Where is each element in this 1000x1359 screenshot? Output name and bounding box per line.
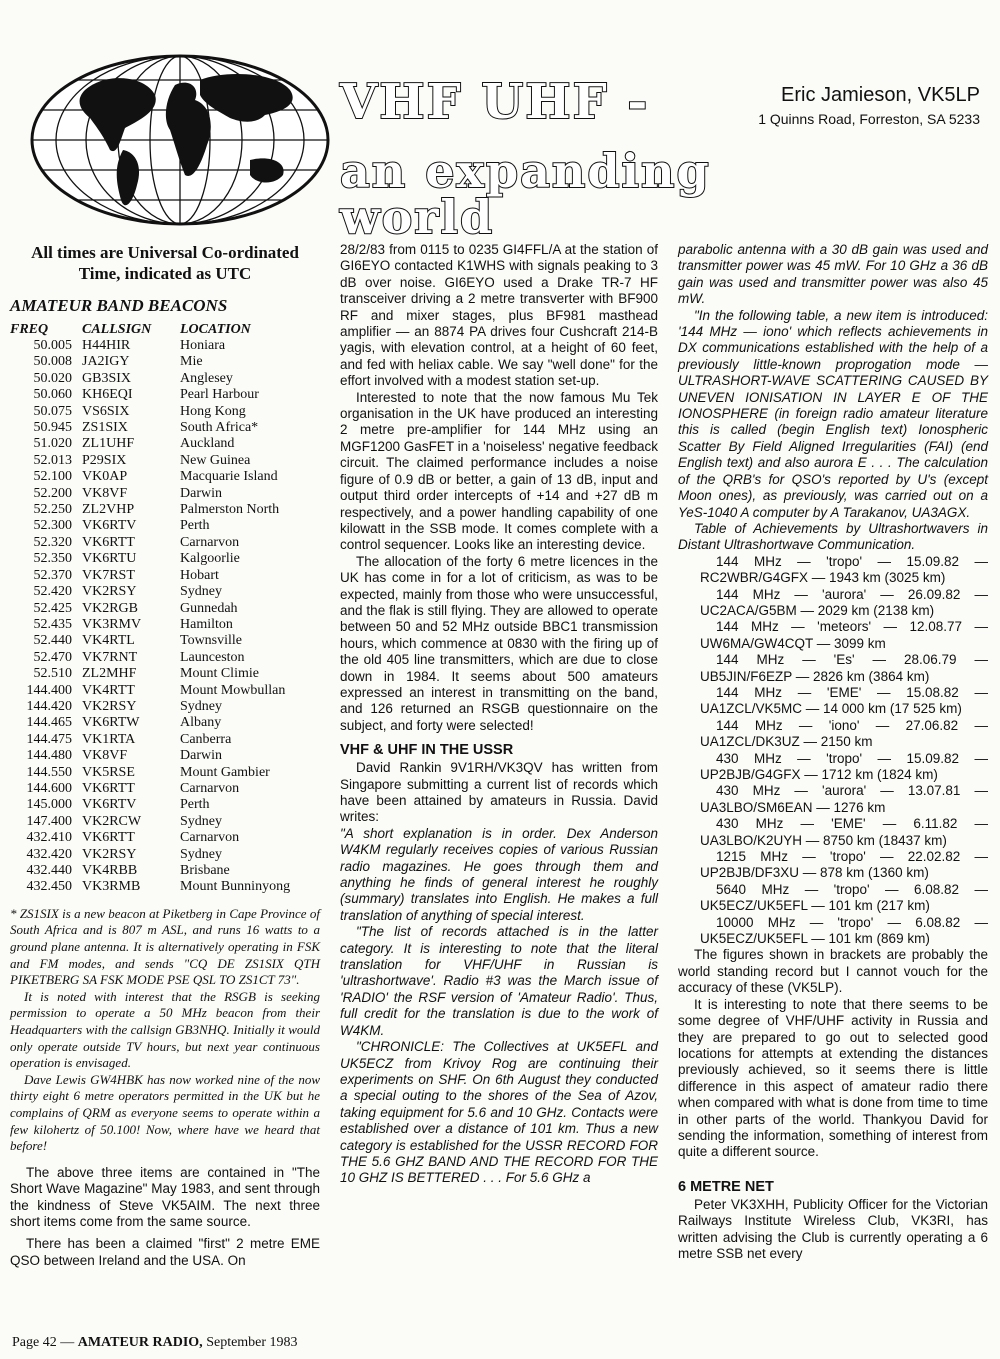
beacon-callsign: H44HIR [82,338,131,353]
beacon-callsign: ZL2VHP [82,502,135,518]
beacon-location: Sydney [180,813,222,829]
body-paragraph: David Rankin 9V1RH/VK3QV has written from Singapore submitting a current list of records which have been attained by amateurs in Russia. David writes: [340,760,658,825]
beacon-row [10,797,290,813]
page-footer [12,1335,298,1351]
beacon-freq: 145.000 [26,797,72,813]
beacon-row [10,633,290,649]
beacon-freq: 52.200 [33,485,72,501]
beacon-callsign: VK6RTV [82,797,137,813]
page-number: Page 42 — [12,1335,75,1350]
achievement-item: 430 MHz — 'aurora' — 13.07.81 — UA3LBO/SM6EAN — 1276 km [700,783,988,815]
body-paragraph: There has been a claimed "first" 2 metre EME QSO between Ireland and the USA. On [10,1236,320,1268]
beacon-location: Macquarie Island [180,469,278,485]
beacon-freq: 52.440 [33,633,72,649]
beacon-freq: 52.300 [33,518,72,534]
column-2 [340,242,658,1187]
beacon-location: Hong Kong [180,403,246,419]
note-paragraph: Dave Lewis GW4HBK has now worked nine of the now thirty eight 6 metre operators permitted in the UK but he complains of QRM as everyone seems to operate within a few kilohertz of 50.100! Now, where have we heard that before! [10,1071,320,1154]
beacon-location: New Guinea [180,452,251,468]
author-name: Eric Jamieson, VK5LP [781,84,980,106]
beacon-row [10,518,290,534]
beacon-freq: 52.425 [33,600,72,616]
beacon-row [10,436,290,452]
beacon-location: Sydney [180,698,222,714]
beacon-row [10,404,290,420]
title-line-1: VHF UHF - [340,74,650,130]
achievement-item: 144 MHz — 'meteors' — 12.08.77 — UW6MA/GW4CQT — 3099 km [700,619,988,651]
beacon-row [10,453,290,469]
beacon-callsign: VK1RTA [82,731,136,747]
quote-paragraph: "In the following table, a new item is introduced: '144 MHz — iono' which reflects achievements in DX communications established with the help of a previously little-known proprogation mode — ULTRASHORT-WAVE SCATTERING CAUSED BY UNEVEN IONISATION IN LAYER E OF THE IONOSPHERE (in foreign radio amateur literature this is called (begin English text) Ionospheric Scatter By Field Aligned Irregularities (FAI) (end English text) and also aurora E . . . The calculation of the QRB's for QSO's reported by U's (except Moon ones), as previously, was carried out on a YeS-1040 A computer by A Tarakanov, UA3AGX. [678,307,988,520]
col1-body [10,1165,320,1269]
beacon-callsign: ZS1SIX [82,420,128,436]
beacon-location: Hamilton [180,616,233,632]
beacon-row [10,765,290,781]
beacon-freq: 144.600 [26,780,72,796]
achievement-item: 1215 MHz — 'tropo' — 22.02.82 — UP2BJB/DF3XU — 878 km (1360 km) [700,849,988,881]
beacon-row [10,650,290,666]
beacon-row [10,617,290,633]
beacon-freq: 50.005 [33,338,72,353]
quote-paragraph: parabolic antenna with a 30 dB gain was used and transmitter power was 45 mW. For 10 GHz a 36 dB gain was used and transmitter power was also 45 mW. [678,242,988,307]
beacon-location: Sydney [180,846,222,862]
achievement-item: 10000 MHz — 'tropo' — 6.08.82 — UK5ECZ/UK5EFL — 101 km (869 km) [700,914,988,947]
beacon-callsign: VK2RCW [82,813,142,829]
body-paragraph: The allocation of the forty 6 metre licences in the UK has come in for a lot of criticism, as was to be expected, mainly from those who were unsuccessful, and the flak is still flying. They are allowed to operate between 50 and 52 MHz outside BBC1 transmission hours, which commence at 0830 with the firing up of the old 405 line transmitters, which are due to close down in 1984. It seems about 500 amateurs expressed an interest in transmitting on the band, and 126 returned an RSGB questionnaire on the subject, and forty were selected! [340,553,658,733]
globe-logo [25,50,335,230]
beacon-location: Carnarvon [180,830,240,846]
quote-paragraph: "CHRONICLE: The Collectives at UK5EFL and UK5ECZ from Krivoy Rog are continuing their experiments on SHF. On 6th August they conducted a special outing to the shores of the Sea of Azov, taking equipment for 5.6 and 10 GHz. Contacts were established over a distance of 101 km. Thus a new category is established for the USSR RECORD FOR THE 5.6 GHZ BAND AND THE RECORD FOR THE 10 GHZ IS BETTERED . . . For 5.6 GHz a [340,1039,658,1186]
beacon-location: Darwin [180,748,222,764]
beacon-location: Mie [180,354,203,370]
beacon-freq: 432.410 [26,830,72,846]
beacon-freq: 52.250 [33,502,72,518]
beacon-freq: 50.008 [33,354,72,370]
beacon-callsign: P29SIX [82,452,127,468]
beacon-row [10,814,290,830]
beacon-row [10,666,290,682]
beacon-row [10,502,290,518]
beacon-location: Mount Mowbullan [180,682,286,698]
beacon-callsign: VK3RMB [82,879,141,895]
beacon-row [10,551,290,567]
title-line-2: an expanding world [340,144,711,244]
beacon-location: Perth [180,797,210,813]
achievement-item: 144 MHz — 'aurora' — 26.09.82 — UC2ACA/G5BM — 2029 km (2138 km) [700,586,988,618]
beacon-row [10,486,290,502]
beacon-callsign: VK8VF [82,485,128,501]
achievement-item: 430 MHz — 'tropo' — 15.09.82 — UP2BJB/G4GFX — 1712 km (1824 km) [700,750,988,782]
achievements-list [678,554,988,948]
author-block [758,84,980,127]
beacon-freq: 144.480 [26,748,72,764]
beacon-freq: 144.420 [26,698,72,714]
beacon-location: Gunnedah [180,600,238,616]
beacon-row [10,371,290,387]
quote-paragraph: "The list of records attached is in the latter category. It is interesting to note that the literal translation for VHF/UHF in Russian is 'ultrashortwave'. Radio #3 was the March issue of 'RADIO' the RSF version of 'Amateur Radio'. Thus, full credit for the translation is due to the work of W4KM. [340,924,658,1038]
beacon-callsign: VK2RSY [82,584,137,600]
achievement-item: 430 MHz — 'EME' — 6.11.82 — UA3LBO/K2UYH — 8750 km (18437 km) [700,816,988,848]
beacon-callsign: VK8VF [82,748,128,764]
beacon-row [10,732,290,748]
beacon-location: Albany [180,715,222,731]
beacon-callsign: VK2RSY [82,698,137,714]
beacon-callsign: VK6RTT [82,780,135,796]
beacon-callsign: VK4RTT [82,682,135,698]
beacon-freq: 52.013 [33,452,72,468]
beacon-callsign: VK6RTU [82,551,137,567]
beacon-callsign: VK6RTT [82,534,135,550]
beacon-row [10,781,290,797]
beacon-freq: 144.550 [26,764,72,780]
beacon-freq: 50.060 [33,387,72,403]
table-title: Table of Achievements by Ultrashortwavers in Distant Ultrashortwave Communication. [678,520,988,553]
beacon-freq: 52.470 [33,649,72,665]
beacon-freq: 147.400 [26,813,72,829]
beacon-callsign: VK4RTL [82,633,135,649]
beacon-freq: 144.400 [26,682,72,698]
beacon-callsign: VS6SIX [82,403,130,419]
location-header: LOCATION [180,322,251,337]
beacon-callsign: VK2RGB [82,600,139,616]
beacons-table [10,322,290,896]
beacon-row [10,699,290,715]
beacon-row [10,387,290,403]
beacon-location: Carnarvon [180,780,240,796]
beacon-freq: 52.350 [33,551,72,567]
beacon-location: Townsville [180,633,243,649]
beacon-callsign: VK5RSE [82,764,135,780]
beacon-row [10,584,290,600]
beacons-body [10,338,290,896]
beacon-location: Hobart [180,567,219,583]
beacon-row [10,830,290,846]
beacon-callsign: VK3RMV [82,616,142,632]
body-paragraph: 28/2/83 from 0115 to 0235 GI4FFL/A at the station of GI6EYO contacted K1WHS with signals peaking to 3 dB over noise. GI6EYO used a Drake TR-7 HF transceiver driving a 2 metre transverter with BF900 RF and mixer stages, plus BF981 masthead amplifier — an 8874 PA drives four Cushcraft 214-B yagis, with elevation control, at a height of 60 feet, and fed with heliax cable. We say "well done" for the effort involved with a modest station set-up. [340,242,658,389]
beacon-location: Mount Climie [180,666,259,682]
beacon-callsign: VK7RNT [82,649,138,665]
quote-paragraph: "A short explanation is in order. Dex Anderson W4KM regularly receives copies of various Russian radio magazines. He goes through them and anything he finds of general interest he roughly (summary) translates into English. He makes a full translation of anything of special interest. [340,825,658,923]
beacons-heading: AMATEUR BAND BEACONS [10,296,228,315]
beacon-location: Palmerston North [180,502,280,518]
beacon-freq: 52.420 [33,584,72,600]
beacon-callsign: JA2IGY [82,354,130,370]
body-paragraph: The figures shown in brackets are probably the world standing record but I cannot vouch for the accuracy of these (VK5LP). [678,947,988,996]
beacon-row [10,354,290,370]
achievement-item: 144 MHz — 'iono' — 27.06.82 — UA1ZCL/DK3UZ — 2150 km [700,717,988,750]
beacon-row [10,879,290,895]
utc-heading: All times are Universal Co-ordinated Time, indicated as UTC [31,243,299,283]
beacon-location: Brisbane [180,863,230,878]
beacon-location: Darwin [180,485,222,501]
beacon-row [10,715,290,731]
beacon-location: Auckland [180,436,235,452]
beacon-callsign: VK4RBB [82,863,138,878]
body-paragraph: Interested to note that the now famous Mu Tek organisation in the UK have produced an interesting 2 metre pre-amplifier for 144 MHz using an MGF1200 GasFET in a 'noiseless' negative feedback circuit. The claimed performance includes a noise figure of 0.9 dB or better, a gain of 13 dB, input and output third order intercepts of +14 and +27 dB m respectively, and a power handling capability of one kilowatt in the SSB mode. It comes complete with a control sequencer. Looks like an interesting device. [340,389,658,553]
beacon-callsign: ZL1UHF [82,436,135,452]
beacon-freq: 50.945 [33,420,72,436]
beacon-freq: 50.075 [33,403,72,419]
ussr-heading: VHF & UHF IN THE USSR [340,742,514,759]
issue-date: September 1983 [206,1335,298,1350]
beacon-row [10,847,290,863]
beacon-callsign: ZL2MHF [82,666,137,682]
net-heading: 6 METRE NET [678,1178,774,1195]
beacon-callsign: VK7RST [82,567,135,583]
beacon-row [10,338,290,354]
beacon-location: Sydney [180,584,222,600]
beacon-location: Perth [180,518,210,534]
beacon-location: Mount Bunninyong [180,879,291,895]
beacon-callsign: KH6EQI [82,387,133,403]
beacon-location: Kalgoorlie [180,551,240,567]
beacon-freq: 432.450 [26,879,72,895]
beacon-callsign: VK6RTW [82,715,140,731]
beacon-freq: 52.100 [33,469,72,485]
callsign-header: CALLSIGN [82,322,152,337]
beacon-location: South Africa* [180,420,259,436]
beacon-freq: 432.440 [26,863,72,878]
beacon-location: Carnarvon [180,534,240,550]
beacon-notes [10,906,320,1155]
beacon-location: Mount Gambier [180,764,270,780]
beacon-callsign: VK6RTV [82,518,137,534]
freq-header: FREQ [10,322,49,337]
beacon-row [10,748,290,764]
beacon-callsign: VK2RSY [82,846,137,862]
beacon-row [10,683,290,699]
body-paragraph: It is interesting to note that there seems to be some degree of VHF/UHF activity in Russia and they are prepared to go out to selected good locations for attempts at extending the distances previously achieved, so it seems there is little difference in this aspect of amateur radio there when compared with what is done from time to time in other parts of the world. Thankyou David for sending the information, something of interest from quite a different source. [678,996,988,1160]
beacon-row [10,568,290,584]
beacon-location: Launceston [180,649,245,665]
beacon-callsign: VK6RTT [82,830,135,846]
beacon-row [10,420,290,436]
beacon-row [10,601,290,617]
beacon-freq: 51.020 [33,436,72,452]
beacon-freq: 52.510 [33,666,72,682]
beacon-freq: 52.435 [33,616,72,632]
beacon-callsign: GB3SIX [82,370,132,386]
beacon-location: Pearl Harbour [180,387,259,403]
beacon-location: Anglesey [180,370,233,386]
beacon-location: Canberra [180,731,232,747]
achievement-item: 144 MHz — 'Es' — 28.06.79 — UB5JIN/F6EZP — 2826 km (3864 km) [700,652,988,684]
beacons-header-row [10,322,290,338]
column-3 [678,242,988,1262]
beacon-freq: 52.320 [33,534,72,550]
beacon-location: Honiara [180,338,226,353]
achievement-item: 144 MHz — 'tropo' — 15.09.82 — RC2WBR/G4GFX — 1943 km (3025 km) [700,553,988,586]
beacon-freq: 50.020 [33,370,72,386]
beacon-freq: 144.465 [26,715,72,731]
beacon-freq: 144.475 [26,731,72,747]
note-paragraph: * ZS1SIX is a new beacon at Piketberg in Cape Province of South Africa and is 807 m ASL, and runs 16 watts to a ground plane antenna. It is alternatively operating in FSK and FM modes, and sends "CQ DE ZS1SIX QTH PIKETBERG SA FSK MODE PSE QSL TO ZS1CT 73". [10,905,320,988]
achievement-item: 5640 MHz — 'tropo' — 6.08.82 — UK5ECZ/UK5EFL — 101 km (217 km) [700,881,988,914]
beacon-freq: 52.370 [33,567,72,583]
column-1 [10,242,320,1269]
beacon-row [10,535,290,551]
magazine-name: AMATEUR RADIO, [77,1335,203,1350]
body-paragraph: The above three items are contained in "The Short Wave Magazine" May 1983, and sent through the kindness of Steve VK5AIM. The next three short items come from the same source. [10,1164,320,1229]
beacon-row [10,863,290,879]
body-paragraph: Peter VK3XHH, Publicity Officer for the Victorian Railways Institute Wireless Club, VK3RI, has written advising the Club is currently operating a 6 metre SSB net every [678,1196,988,1261]
author-address: 1 Quinns Road, Forreston, SA 5233 [758,111,980,127]
beacon-callsign: VK0AP [82,469,128,485]
note-paragraph: It is noted with interest that the RSGB is seeking permission to operate a 50 MHz beacon from their Headquarters with the callsign GB3NHQ. Initially it would only operate outside TV hours, but next year continuous operation is envisaged. [10,988,320,1071]
achievement-item: 144 MHz — 'EME' — 15.08.82 — UA1ZCL/VK5MC — 14 000 km (17 525 km) [700,684,988,717]
beacon-freq: 432.420 [26,846,72,862]
beacon-row [10,469,290,485]
